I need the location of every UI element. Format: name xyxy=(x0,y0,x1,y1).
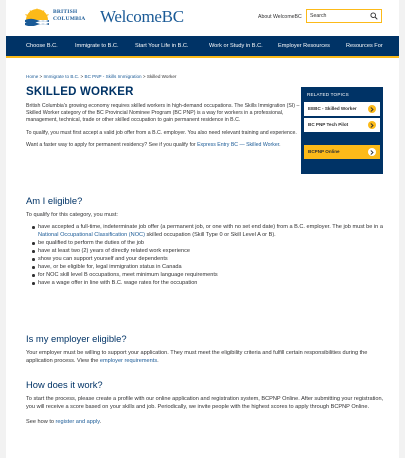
list-item: be qualified to perform the duties of the job xyxy=(38,239,386,247)
employer-text-end: . xyxy=(157,358,159,364)
employer-text: Your employer must be willing to support your application. They must meet the eligibility criteria and fulfill certain responsibilities during the application process. View the xyxy=(26,350,368,364)
list-item: have, or be eligible for, legal immigration status in Canada xyxy=(38,263,386,271)
brand-part-1: Welcome xyxy=(100,7,162,26)
related-topics-sidebar xyxy=(301,87,383,174)
list-text: have accepted a full-time, indeterminate job offer (a permanent job, or one with no set end date) from a B.C. employer. The job must be in a xyxy=(38,224,383,230)
nav-work-study[interactable]: Work or Study in B.C. xyxy=(209,43,263,49)
nav-start-life[interactable]: Start Your Life in B.C. xyxy=(135,43,189,49)
how-heading: How does it work? xyxy=(26,379,103,390)
employer-heading: Is my employer eligible? xyxy=(26,333,127,344)
bcpnp-online-label: BCPNP Online xyxy=(308,149,340,154)
chevron-right-icon xyxy=(368,105,376,113)
eligible-heading: Am I eligible? xyxy=(26,195,83,206)
main-content xyxy=(26,86,302,154)
breadcrumb xyxy=(26,74,176,79)
list-item: have at least two (2) years of directly related work experience xyxy=(38,247,386,255)
bc-logo-text xyxy=(53,9,85,22)
sidebar-item-tech-pilot[interactable] xyxy=(304,118,380,132)
site-header xyxy=(6,0,399,34)
faster-prefix: Want a faster way to apply for permanent residency? See if you qualify for xyxy=(26,141,198,148)
list-item xyxy=(38,223,386,239)
page xyxy=(6,0,399,458)
breadcrumb-current: Skilled Worker xyxy=(146,74,177,79)
nav-immigrate[interactable]: Immigrate to B.C. xyxy=(75,43,119,49)
breadcrumb-separator: > xyxy=(39,74,43,79)
sidebar-item-eebc[interactable] xyxy=(304,102,380,116)
see-how-paragraph xyxy=(26,418,386,426)
list-item: have a wage offer in line with B.C. wage rates for the occupation xyxy=(38,279,386,287)
eligibility-section xyxy=(26,195,386,287)
qualify-paragraph: To qualify, you must first accept a valid job offer from a B.C. employer. You also need relevant training and experience. xyxy=(26,129,297,136)
list-item: for NOC skill level B occupations, meet minimum language requirements xyxy=(38,271,386,279)
breadcrumb-separator: > xyxy=(142,74,146,79)
breadcrumb-separator: > xyxy=(80,74,84,79)
page-title: SKILLED WORKER xyxy=(26,86,134,98)
chevron-right-icon xyxy=(368,121,376,129)
search-icon[interactable] xyxy=(370,12,378,20)
logo-line-2: COLUMBIA xyxy=(53,15,86,22)
search-input[interactable] xyxy=(310,11,368,21)
how-section xyxy=(26,379,386,426)
chevron-right-icon xyxy=(368,148,376,156)
employer-paragraph xyxy=(26,349,386,365)
breadcrumb-bcpnp[interactable]: BC PNP - Skills Immigration xyxy=(84,74,142,79)
list-text: skilled occupation (Skill Type 0 or Skill Level A or B). xyxy=(144,232,276,238)
faster-paragraph xyxy=(26,142,302,149)
related-topics-title: RELATED TOPICS xyxy=(307,92,349,97)
main-nav xyxy=(6,36,399,58)
faster-suffix: . xyxy=(279,141,281,148)
online-wrap xyxy=(301,138,383,166)
employer-section xyxy=(26,333,386,365)
see-prefix: See how to xyxy=(26,419,56,425)
register-apply-link[interactable]: register and apply xyxy=(55,419,100,425)
welcomebc-logo[interactable] xyxy=(100,7,184,27)
sidebar-item-label: EEBC - Skilled Worker xyxy=(308,106,357,111)
sidebar-item-label: BC PNP Tech Pilot xyxy=(308,122,349,127)
eligibility-list xyxy=(26,223,386,287)
brand-part-2: BC xyxy=(161,7,184,26)
nav-choose-bc[interactable]: Choose B.C. xyxy=(26,43,58,49)
bc-logo-icon[interactable] xyxy=(24,8,50,26)
nav-resources-for[interactable]: Resources For xyxy=(346,43,383,49)
logo-line-1: BRITISH xyxy=(53,9,78,15)
sidebar-spacer xyxy=(301,166,383,174)
how-paragraph: To start the process, please create a profile with our online application and registration system, BCPNP Online. After submitting your registration, you will receive a score based on your skills and job. Periodically, we invite people with the highest scores to apply through BCPNP Online. xyxy=(26,396,384,410)
see-suffix: . xyxy=(99,419,102,425)
intro-paragraph: British Columbia's growing economy requires skilled workers in high-demand occupations. The Skills Immigration (SI) – Skilled Worker category of the BC Provincial Nominee Program (BC PNP) is a way for workers in a professional, management, technical, trade or other skilled occupation to gain permanent residence in B.C. xyxy=(26,103,300,124)
eligible-lead: To qualify for this category, you must: xyxy=(26,212,118,218)
search-box xyxy=(306,9,382,23)
employer-requirements-link[interactable]: employer requirements xyxy=(99,358,158,364)
breadcrumb-immigrate[interactable]: Immigrate to B.C. xyxy=(43,74,80,79)
bcpnp-online-button[interactable] xyxy=(304,145,380,159)
nav-employer-resources[interactable]: Employer Resources xyxy=(278,43,330,49)
list-item: show you can support yourself and your dependents xyxy=(38,255,386,263)
breadcrumb-home[interactable]: Home xyxy=(26,74,39,79)
about-welcomebc-link[interactable]: About WelcomeBC xyxy=(258,14,302,20)
noc-link[interactable]: National Occupational Classification (NOC) xyxy=(38,232,145,238)
express-entry-link[interactable]: Express Entry BC — Skilled Worker xyxy=(197,141,280,148)
